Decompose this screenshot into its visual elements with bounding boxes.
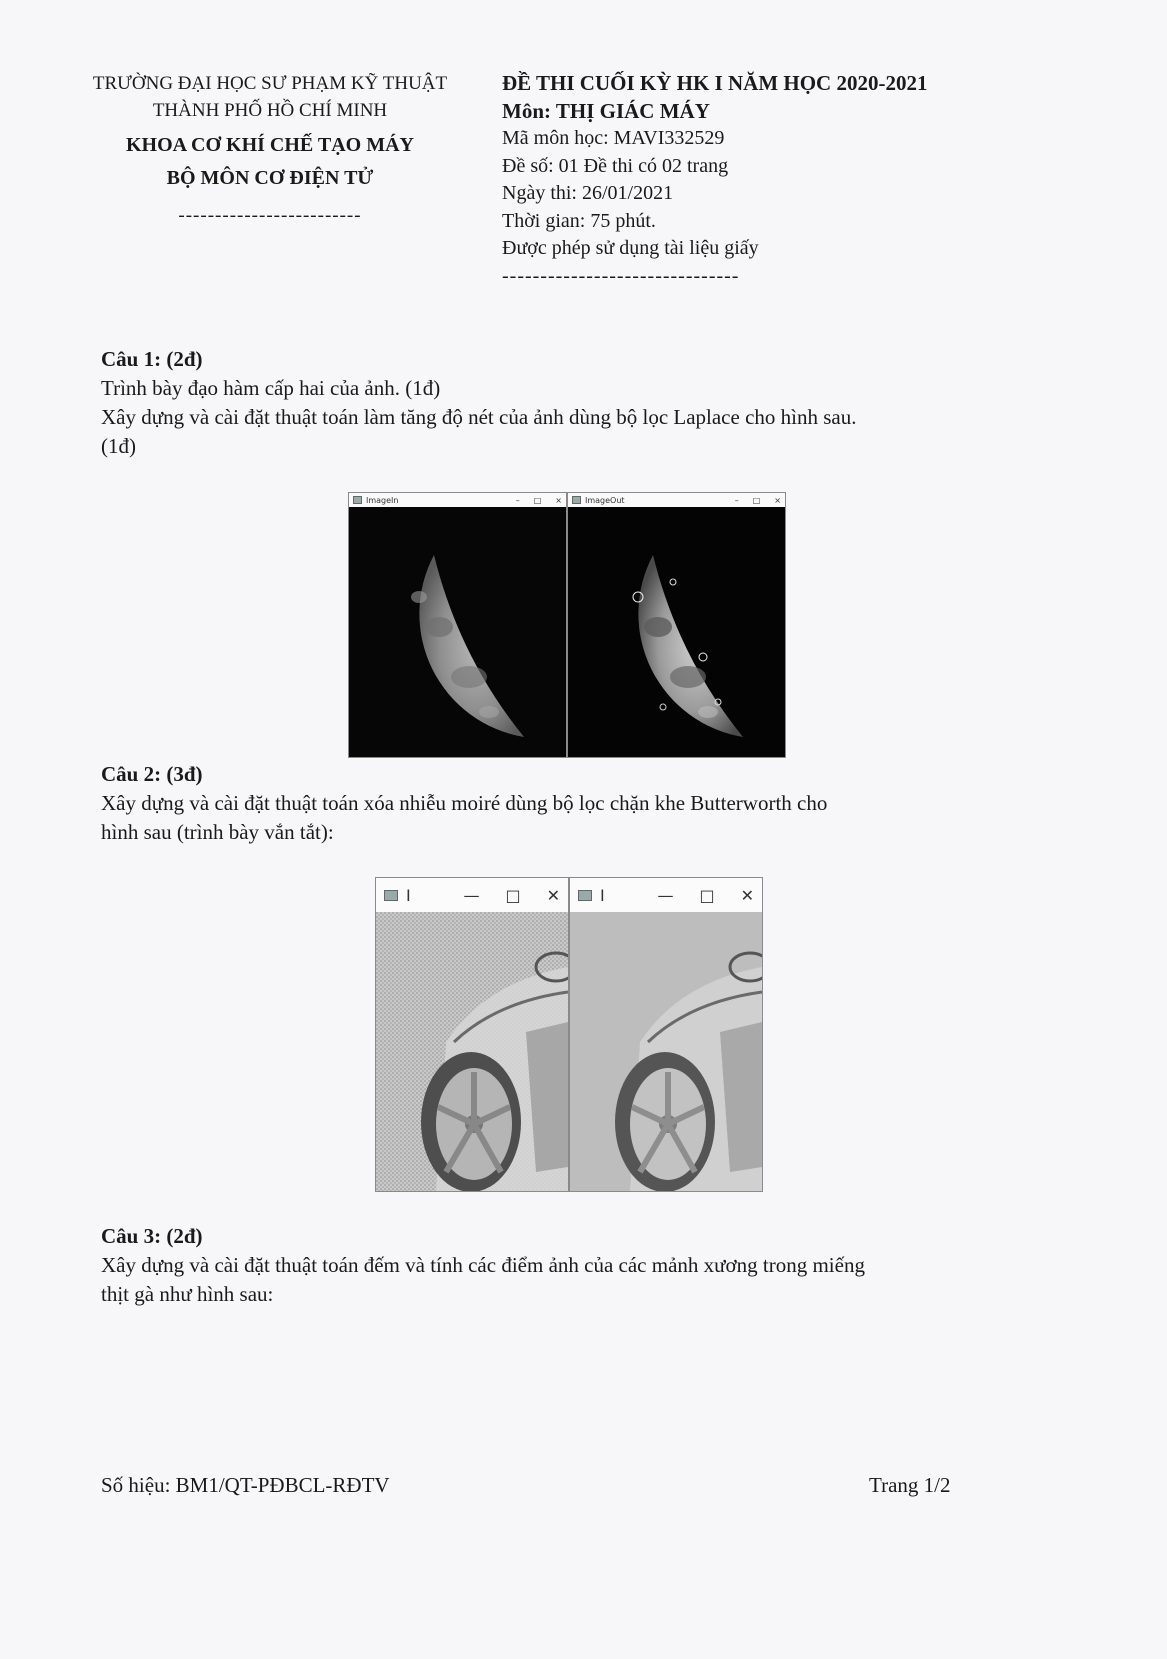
- moire-input-window: [375, 877, 569, 1192]
- question-2-line2: hình sau (trình bày vắn tắt):: [101, 820, 334, 844]
- exam-info: [502, 70, 1022, 290]
- maximize-icon[interactable]: □: [505, 885, 521, 905]
- moire-output-window: [569, 877, 763, 1192]
- header-left-separator: -------------------------: [178, 205, 362, 226]
- question-1-line3: (1đ): [101, 434, 136, 458]
- question-1-line2: Xây dựng và cài đặt thuật toán làm tăng độ nét của ảnh dùng bộ lọc Laplace cho hình sau.: [101, 405, 857, 429]
- maximize-icon[interactable]: □: [533, 495, 542, 505]
- university-name-line2: THÀNH PHỐ HỒ CHÍ MINH: [152, 100, 388, 121]
- window-title: I: [406, 885, 411, 905]
- maximize-icon[interactable]: □: [699, 885, 715, 905]
- question-3-line2: thịt gà như hình sau:: [101, 1282, 274, 1306]
- close-icon[interactable]: ✕: [546, 885, 560, 905]
- exam-number: Đề số: 01 Đề thi có 02 trang: [502, 154, 729, 177]
- butterworth-figure: [375, 877, 763, 1192]
- question-3: [101, 1222, 1046, 1309]
- university-name-line1: TRƯỜNG ĐẠI HỌC SƯ PHẠM KỸ THUẬT: [92, 73, 448, 94]
- exam-date: Ngày thi: 26/01/2021: [502, 182, 674, 204]
- window-title: I: [600, 885, 605, 905]
- car-image-filtered: [570, 912, 762, 1191]
- window-app-icon: [578, 890, 592, 901]
- question-2: [101, 760, 1046, 847]
- exam-title: ĐỀ THI CUỐI KỲ HK I NĂM HỌC 2020-2021: [502, 71, 928, 95]
- course-code: Mã môn học: MAVI332529: [502, 127, 725, 149]
- header-right-separator: -------------------------------: [502, 264, 740, 287]
- minimize-icon[interactable]: –: [515, 495, 520, 505]
- minimize-icon[interactable]: —: [463, 885, 480, 905]
- window-app-icon: [384, 890, 398, 901]
- close-icon[interactable]: ×: [774, 495, 781, 505]
- window-app-icon: [353, 496, 362, 504]
- image-in-titlebar: [349, 493, 566, 507]
- form-code: Số hiệu: BM1/QT-PĐBCL-RĐTV: [101, 1473, 390, 1497]
- car-image-moire: [376, 912, 568, 1191]
- materials-note: Được phép sử dụng tài liệu giấy: [502, 237, 759, 259]
- university-header: [50, 70, 490, 229]
- image-in-window: [348, 492, 567, 758]
- window-app-icon: [572, 496, 581, 504]
- faculty-name: KHOA CƠ KHÍ CHẾ TẠO MÁY: [126, 134, 414, 156]
- moon-image-blurred: [349, 507, 566, 757]
- question-1-line1: Trình bày đạo hàm cấp hai của ảnh. (1đ): [101, 376, 441, 400]
- department-name: BỘ MÔN CƠ ĐIỆN TỬ: [166, 167, 374, 189]
- image-out-window: [567, 492, 786, 758]
- question-3-line1: Xây dựng và cài đặt thuật toán đếm và tính các điểm ảnh của các mảnh xương trong miếng: [101, 1253, 865, 1277]
- maximize-icon[interactable]: □: [752, 495, 761, 505]
- exam-duration: Thời gian: 75 phút.: [502, 209, 656, 232]
- minimize-icon[interactable]: —: [657, 885, 674, 905]
- question-2-line1: Xây dựng và cài đặt thuật toán xóa nhiễu moiré dùng bộ lọc chặn khe Butterworth cho: [101, 791, 828, 815]
- question-3-heading: Câu 3: (2đ): [101, 1224, 203, 1248]
- image-out-title: ImageOut: [585, 495, 625, 505]
- question-2-heading: Câu 2: (3đ): [101, 762, 203, 786]
- image-out-titlebar: [568, 493, 785, 507]
- close-icon[interactable]: ×: [555, 495, 562, 505]
- page-number: Trang 1/2: [869, 1473, 951, 1497]
- exam-subject: Môn: THỊ GIÁC MÁY: [502, 98, 710, 123]
- question-1: [101, 345, 1046, 461]
- minimize-icon[interactable]: –: [734, 495, 739, 505]
- image-in-title: ImageIn: [366, 495, 399, 505]
- question-1-heading: Câu 1: (2đ): [101, 347, 203, 371]
- moire-input-titlebar: [376, 878, 568, 912]
- moon-image-sharpened: [568, 507, 785, 757]
- laplace-figure: [348, 492, 786, 758]
- close-icon[interactable]: ✕: [740, 885, 754, 905]
- moire-output-titlebar: [570, 878, 762, 912]
